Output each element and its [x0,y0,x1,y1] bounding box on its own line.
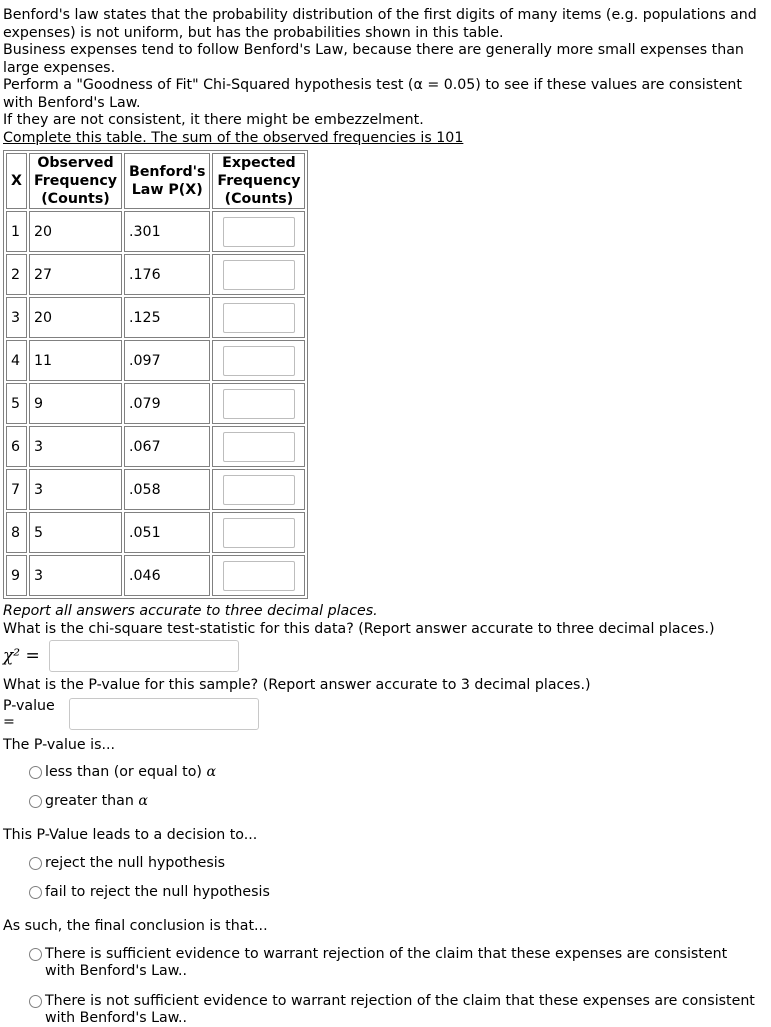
cell-probability: .051 [124,512,210,553]
cell-expected [212,211,305,252]
header-x: X [6,153,27,209]
header-expected [212,153,305,209]
cell-expected [212,512,305,553]
header-expected-l3: (Counts) [224,191,294,207]
cell-expected [212,555,305,596]
questions-section [3,602,768,1027]
option-label: less than (or equal to) [45,764,202,780]
option-label: greater than [45,793,134,809]
radio-icon[interactable] [29,766,42,779]
alpha-symbol: α [206,764,217,780]
header-expected-l2: Frequency [217,173,301,189]
cell-observed: 3 [29,555,122,596]
option-reject-null[interactable] [29,855,768,872]
cell-observed: 20 [29,297,122,338]
intro-line-4: If they are not consistent, it there might be embezzelment. [3,112,424,128]
option-fail-to-reject-null[interactable] [29,884,768,901]
expected-input[interactable] [223,217,295,247]
header-observed-l2: Frequency [33,173,117,189]
expected-input[interactable] [223,260,295,290]
cell-probability: .097 [124,340,210,381]
cell-probability: .058 [124,469,210,510]
cell-probability: .176 [124,254,210,295]
pvalue-question: What is the P-value for this sample? (Report answer accurate to 3 decimal places.) [3,677,591,693]
option-label: reject the null hypothesis [45,855,226,871]
pvalue-row [3,698,768,730]
header-benford [124,153,210,209]
cell-probability: .125 [124,297,210,338]
intro-line-1: Benford's law states that the probability distribution of the first digits of many items (e.g. populations and expenses) is not uniform, but has the probabilities shown in this table. [3,7,757,41]
header-benford-l1: Benford's [129,164,206,180]
expected-input[interactable] [223,303,295,333]
cell-observed: 27 [29,254,122,295]
chi-square-input[interactable] [49,640,239,672]
table-row [6,512,305,553]
radio-icon[interactable] [29,995,42,1008]
expected-input[interactable] [223,561,295,591]
cell-expected [212,469,305,510]
header-benford-l2: Law P(X) [131,182,203,198]
table-row [6,254,305,295]
pvalue-label: P-value = [3,698,55,730]
cell-observed: 3 [29,469,122,510]
expected-input[interactable] [223,346,295,376]
chi-question: What is the chi-square test-statistic for this data? (Report answer accurate to three decimal places.) [3,621,715,637]
cell-x: 1 [6,211,27,252]
table-row [6,555,305,596]
expected-input[interactable] [223,518,295,548]
cell-observed: 11 [29,340,122,381]
radio-icon[interactable] [29,857,42,870]
cell-expected [212,254,305,295]
option-less-than-alpha[interactable] [29,764,768,781]
table-header-row [6,153,305,209]
chi-label: χ² = [3,646,40,666]
intro-line-2: Business expenses tend to follow Benford's Law, because there are generally more small expenses than large expenses. [3,42,744,76]
option-sufficient-evidence[interactable] [29,946,729,980]
chi-row [3,640,768,672]
cell-probability: .079 [124,383,210,424]
report-note: Report all answers accurate to three decimal places. [3,603,378,619]
cell-observed: 9 [29,383,122,424]
cell-expected [212,383,305,424]
cell-expected [212,340,305,381]
table-row [6,469,305,510]
cell-expected [212,297,305,338]
cell-probability: .301 [124,211,210,252]
conclusion-question: As such, the final conclusion is that... [3,918,268,934]
cell-x: 4 [6,340,27,381]
option-not-sufficient-evidence[interactable] [29,993,759,1027]
expected-input[interactable] [223,475,295,505]
cell-x: 5 [6,383,27,424]
header-observed-l3: (Counts) [41,191,110,207]
cell-observed: 20 [29,211,122,252]
radio-icon[interactable] [29,886,42,899]
cell-x: 2 [6,254,27,295]
cell-x: 3 [6,297,27,338]
pvalue-is-label: The P-value is... [3,737,116,753]
table-row [6,340,305,381]
radio-icon[interactable] [29,948,42,961]
cell-observed: 5 [29,512,122,553]
cell-probability: .067 [124,426,210,467]
header-observed [29,153,122,209]
table-row [6,383,305,424]
cell-probability: .046 [124,555,210,596]
table-row [6,211,305,252]
table-row [6,426,305,467]
cell-observed: 3 [29,426,122,467]
alpha-symbol: α [138,793,148,809]
cell-x: 8 [6,512,27,553]
option-label: There is not sufficient evidence to warrant rejection of the claim that these expenses are consistent with Benford's Law.. [45,993,755,1026]
intro-line-5: Complete this table. The sum of the observed frequencies is 101 [3,129,464,146]
header-expected-l1: Expected [222,155,296,171]
cell-expected [212,426,305,467]
problem-intro [3,7,768,147]
expected-input[interactable] [223,432,295,462]
cell-x: 7 [6,469,27,510]
decision-question: This P-Value leads to a decision to... [3,827,258,843]
radio-icon[interactable] [29,795,42,808]
cell-x: 9 [6,555,27,596]
option-label: There is sufficient evidence to warrant rejection of the claim that these expenses are consistent with Benford's Law.. [45,946,728,979]
option-label: fail to reject the null hypothesis [45,884,270,900]
frequency-table [3,150,308,599]
table-row [6,297,305,338]
header-observed-l1: Observed [37,155,114,171]
cell-x: 6 [6,426,27,467]
pvalue-input[interactable] [69,698,259,730]
intro-line-3: Perform a "Goodness of Fit" Chi-Squared hypothesis test (α = 0.05) to see if these values are consistent with Benford's Law. [3,77,742,111]
expected-input[interactable] [223,389,295,419]
option-greater-than-alpha[interactable] [29,793,768,810]
